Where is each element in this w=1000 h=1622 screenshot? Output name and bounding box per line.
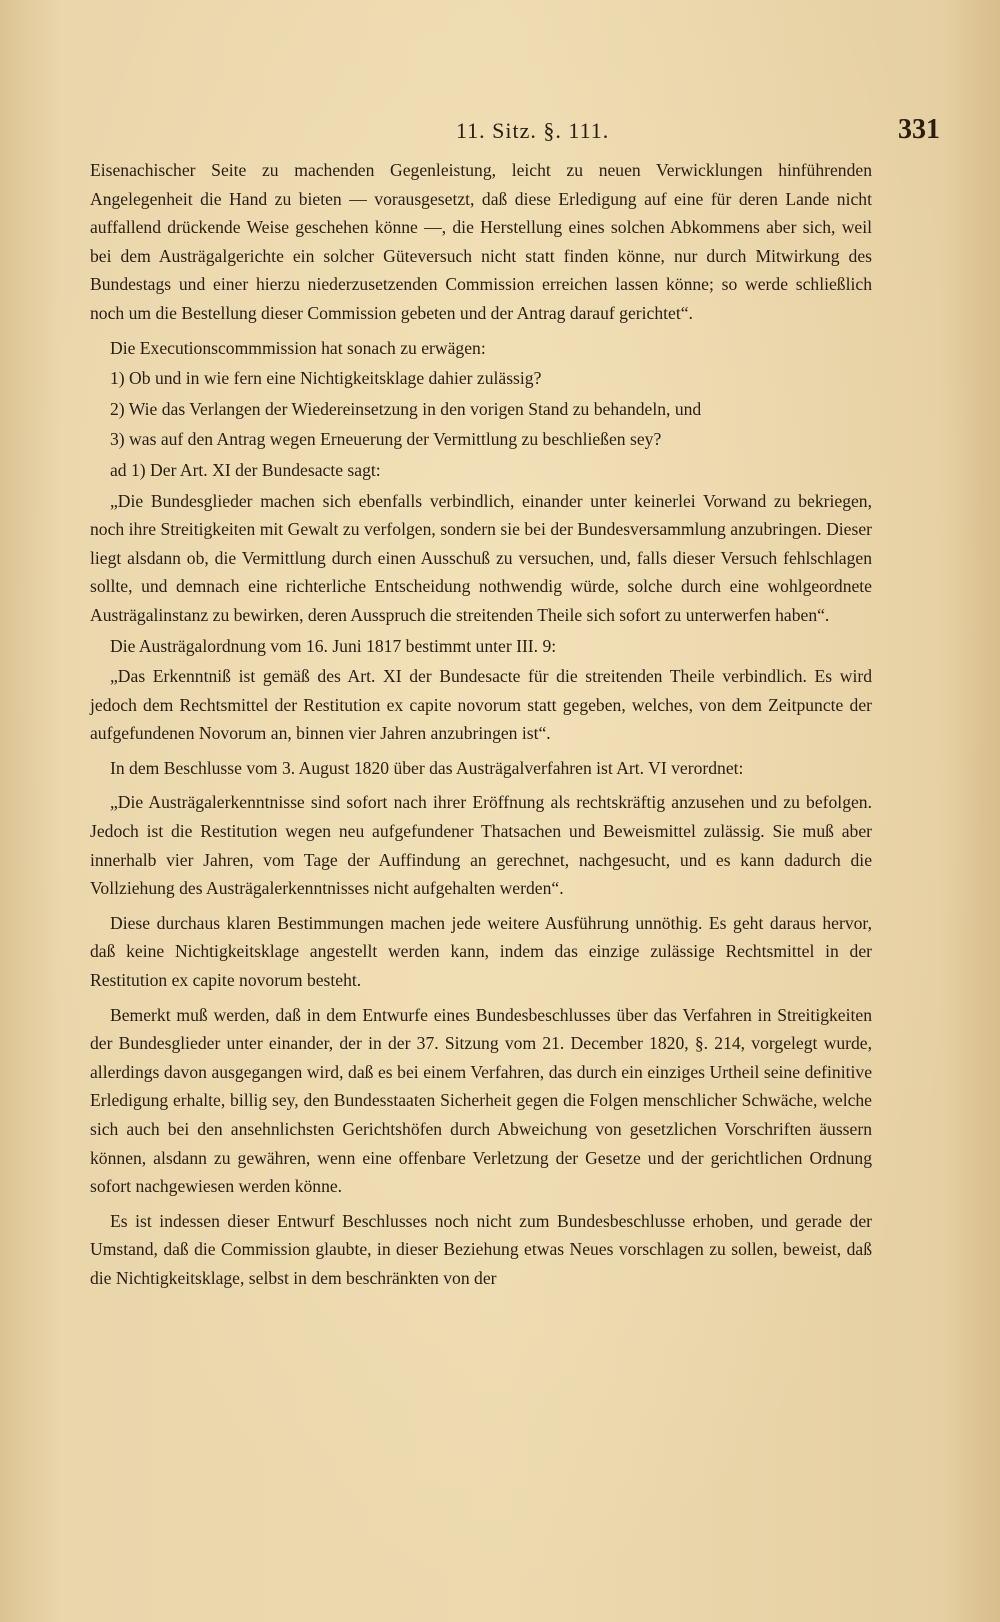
paragraph-klare-bestimmungen: Diese durchaus klaren Bestimmungen machen jede weitere Ausführung unnöthig. Es geht daraus hervor, daß keine Nichtigkeitsklage angestellt werden kann, indem das einzige zulässige Rechtsmittel in der Restitution ex capite novorum besteht. (90, 912, 872, 991)
list-item-1: 1) Ob und in wie fern eine Nichtigkeitsklage dahier zulässig? (110, 368, 542, 389)
paragraph-commission-question: Die Executionscommmission hat sonach zu erwägen: (110, 337, 486, 358)
quote-art-xi: „Die Bundesglieder machen sich ebenfalls verbindlich, einander unter keinerlei Vorwand zu bekriegen, noch ihre Streitigkeiten mit Gewalt zu verfolgen, sondern sie bei der Bundesversammlung anzubringen. Dieser liegt alsdann ob, die Vermittlung durch einen Ausschuß zu versuchen, und, falls dieser Versuch fehlschlagen sollte, und demnach eine richterliche Entscheidung nothwendig würde, solche durch eine wohlgeordnete Austrägalinstanz zu bewirken, deren Ausspruch die streitenden Theile sich sofort zu unterwerfen haben“. (90, 490, 872, 625)
paragraph-entwurf: Es ist indessen dieser Entwurf Beschlusses noch nicht zum Bundesbeschlusse erhoben, und gerade der Umstand, daß die Commission glaubte, in dieser Beziehung etwas Neues vorschlagen zu sollen, beweist, daß die Nichtigkeitsklage, selbst in dem beschränkten von der (90, 1210, 872, 1288)
paragraph-beschluss-1820: In dem Beschlusse vom 3. August 1820 über das Austrägalverfahren ist Art. VI verordnet: (110, 757, 744, 778)
body-text (90, 156, 872, 1295)
page-header (60, 112, 940, 152)
paragraph-bemerkt: Bemerkt muß werden, daß in dem Entwurfe eines Bundesbeschlusses über das Verfahren in Streitigkeiten der Bundesglieder unter einander, der in der 37. Sitzung vom 21. December 1820, §. 214, vorgelegt wurde, allerdings davon ausgegangen wird, daß es bei einem Verfahren, das durch ein einziges Urtheil seine definitive Erledigung erhalte, billig sey, den Bundesstaaten Sicherheit gegen die Folgen menschlicher Schwäche, welche sich auch bei den ansehnlichsten Gerichtshöfen durch Abweichung von gesetzlichen Vorschriften äussern können, alsdann zu gewähren, wenn eine offenbare Verletzung der Gesetze und der gerichtlichen Ordnung sofort nachgewiesen werden könne. (90, 1004, 872, 1197)
list-item-3: 3) was auf den Antrag wegen Erneuerung der Vermittlung zu beschließen sey? (110, 429, 662, 450)
page-number: 331 (898, 114, 940, 145)
quote-austraegalerkenntnisse: „Die Austrägalerkenntnisse sind sofort nach ihrer Eröffnung als rechtskräftig anzusehen und zu befolgen. Jedoch ist die Restitution wegen neu aufgefundener Thatsachen und Beweismittel zulässig. Sie muß aber innerhalb vier Jahren, vom Tage der Auffindung an gerechnet, nachgesucht, und es kann dadurch die Vollziehung des Austrägalerkenntnisses nicht aufgehalten werden“. (90, 792, 872, 899)
paragraph-ad-1: ad 1) Der Art. XI der Bundesacte sagt: (110, 459, 381, 480)
paragraph-austraegalordnung: Die Austrägalordnung vom 16. Juni 1817 bestimmt unter III. 9: (110, 635, 557, 656)
running-head: 11. Sitz. §. 111. (456, 118, 610, 143)
quote-erkenntniss: „Das Erkenntniß ist gemäß des Art. XI der Bundesacte für die streitenden Theile verbindlich. Es wird jedoch dem Rechtsmittel der Restitution ex capite novorum statt gegeben, welches, von dem Zeitpuncte der aufgefundenen Novorum an, binnen vier Jahren anzubringen ist“. (90, 666, 872, 744)
paragraph-continuation: Eisenachischer Seite zu machenden Gegenleistung, leicht zu neuen Verwicklungen hinführenden Angelegenheit die Hand zu bieten — vorausgesetzt, daß diese Erledigung auf eine für deren Lande nicht auffallend drückende Weise geschehen könne —, die Herstellung eines solchen Abkommens aber sich, weil bei dem Austrägalgerichte ein solcher Güteversuch nicht statt finden könne, nur durch Mitwirkung des Bundestags und einer hierzu niederzusetzenden Commission erreichen lassen könne; so werde schließlich noch um die Bestellung dieser Commission gebeten und der Antrag darauf gerichtet“. (90, 160, 872, 323)
list-item-2: 2) Wie das Verlangen der Wiedereinsetzung in den vorigen Stand zu behandeln, und (110, 398, 702, 419)
